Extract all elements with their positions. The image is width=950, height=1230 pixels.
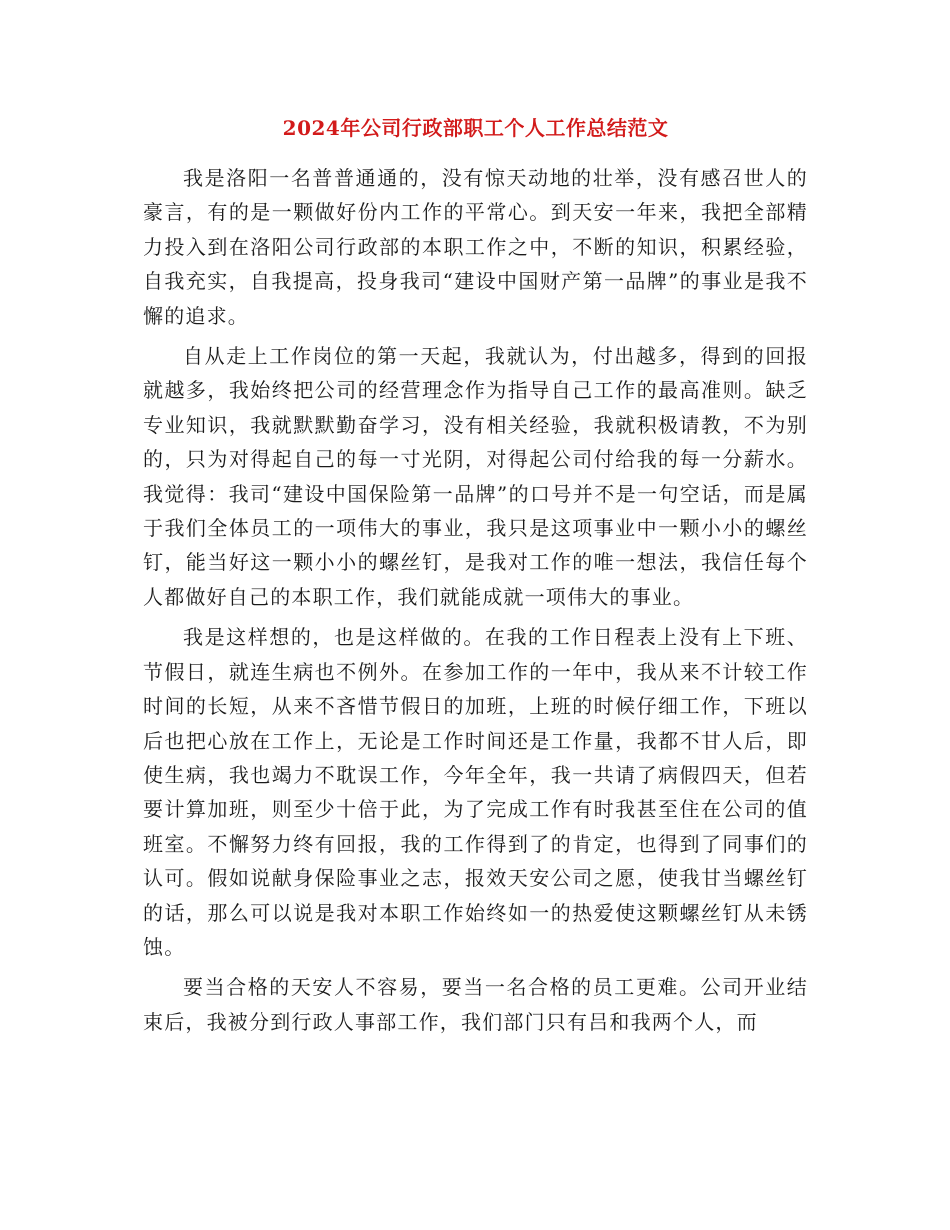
document-page — [143, 112, 808, 1045]
document-title: 2024年公司行政部职工个人工作总结范文 — [282, 116, 669, 140]
paragraph-3: 我是这样想的，也是这样做的。在我的工作日程表上没有上下班、节假日，就连生病也不例外。在参加工作的一年中，我从来不计较工作时间的长短，从来不吝惜节假日的加班，上班的时候仔细工作，下班以后也把心放在工作上，无论是工作时间还是工作量，我都不甘人后，即使生病，我也竭力不耽误工作，今年全年，我一共请了病假四天，但若要计算加班，则至少十倍于此，为了完成工作有时我甚至住在公司的值班室。不懈努力终有回报，我的工作得到了的肯定，也得到了同事们的认可。假如说献身保险事业之志，报效天安公司之愿，使我甘当螺丝钉的话，那么可以说是我对本职工作始终如一的热爱使这颗螺丝钉从未锈蚀。 — [143, 625, 808, 959]
paragraph-2: 自从走上工作岗位的第一天起，我就认为，付出越多，得到的回报就越多，我始终把公司的经营理念作为指导自己工作的最高准则。缺乏专业知识，我就默默勤奋学习，没有相关经验，我就积极请教，不为别的，只为对得起自己的每一寸光阴，对得起公司付给我的每一分薪水。我觉得：我司“建设中国保险第一品牌”的口号并不是一句空话，而是属于我们全体员工的一项伟大的事业，我只是这项事业中一颗小小的螺丝钉，能当好这一颗小小的螺丝钉，是我对工作的唯一想法，我信任每个人都做好自己的本职工作，我们就能成就一项伟大的事业。 — [143, 344, 808, 609]
paragraph-1: 我是洛阳一名普普通通的，没有惊天动地的壮举，没有感召世人的豪言，有的是一颗做好份内工作的平常心。到天安一年来，我把全部精力投入到在洛阳公司行政部的本职工作之中，不断的知识，积累经验，自我充实，自我提高，投身我司“建设中国财产第一品牌”的事业是我不懈的追求。 — [143, 166, 808, 328]
paragraph-4: 要当合格的天安人不容易，要当一名合格的员工更难。公司开业结束后，我被分到行政人事部工作，我们部门只有吕和我两个人，而 — [143, 975, 808, 1034]
